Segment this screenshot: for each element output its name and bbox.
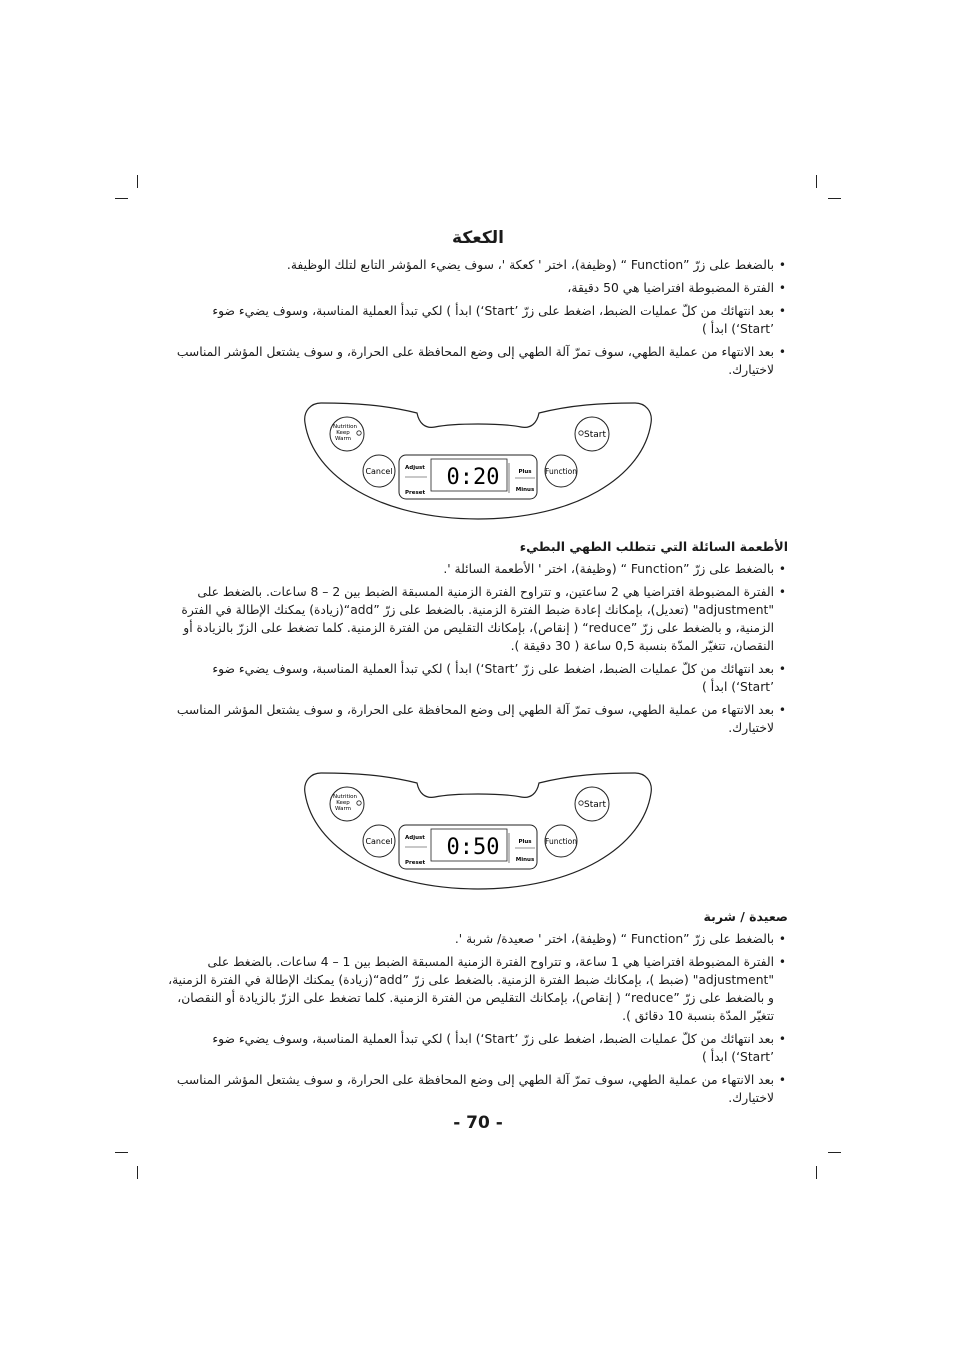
nutrition-label: Keep bbox=[336, 800, 350, 806]
start-label: Start bbox=[584, 800, 606, 810]
list-item: • بعد انتهائك من كلّ عمليات الضبط، اضغط على زرّ ’Start‘) ابدأ ) لكي تبدأ العملية المناسبة، وسوف يضيء ضوء ’Start‘) ابدأ ) bbox=[168, 660, 788, 696]
adjust-label: Adjust bbox=[405, 835, 425, 841]
steam-title: صعيدة / شربة bbox=[703, 909, 788, 924]
lcd-time: 0:20 bbox=[446, 465, 500, 490]
liquid-section bbox=[168, 539, 788, 737]
crop-mark bbox=[816, 175, 817, 188]
plus-label: Plus bbox=[518, 839, 532, 845]
minus-label: Minus bbox=[515, 487, 535, 493]
indicator-light bbox=[357, 801, 361, 805]
list-item: • بعد الانتهاء من عملية الطهي، سوف تمرّ آلة الطهي إلى وضع المحافظة على الحرارة، و سوف يشتعل المؤشر المناسب لاختيارك. bbox=[168, 343, 788, 379]
crop-mark bbox=[115, 1152, 128, 1153]
list-item: • بعد الانتهاء من عملية الطهي، سوف تمرّ آلة الطهي إلى وضع المحافظة على الحرارة، و سوف يشتعل المؤشر المناسب لاختيارك. bbox=[168, 1071, 788, 1107]
crop-mark bbox=[828, 1152, 841, 1153]
cancel-label: Cancel bbox=[365, 837, 393, 846]
nutrition-label: Nutrition bbox=[332, 424, 358, 430]
preset-label: Preset bbox=[405, 860, 426, 866]
liquid-list bbox=[168, 560, 788, 737]
list-item: • بعد انتهائك من كلّ عمليات الضبط، اضغط على زرّ ’Start‘) ابدأ ) لكي تبدأ العملية المناسبة، وسوف يضيء ضوء ’Start‘) ابدأ ) bbox=[168, 1030, 788, 1066]
crop-mark bbox=[137, 1166, 138, 1179]
nutrition-label: Warm bbox=[335, 806, 351, 812]
indicator-light bbox=[579, 801, 583, 805]
steam-list bbox=[168, 930, 788, 1107]
list-item: • الفترة المضبوطة افتراضيا هي 2 ساعتين، و تتراوح الفترة الزمنية المسبقة الضبط بين 2 – 8 ساعات. بالضغط على "adjustment" (تعديل)، بإمكانك إعادة ضبط الفترة الزمنية. بالضغط على زرّ ”add“(زيادة) يمكنك الإطالة في الفترة الزمنية، و بالضغط على زرّ ”reduce“ ( إنقاص)، بإمكانك التقليص من الفترة الزمنية. كلما تضغط على الزرّ بالزيادة أو النقصان، تتغيّر المدّة بنسبة 0,5 ساعة ( 30 دقيقة ). bbox=[168, 583, 788, 655]
control-panel-diagram bbox=[301, 767, 655, 895]
nutrition-label: Nutrition bbox=[332, 794, 358, 800]
nutrition-label: Warm bbox=[335, 436, 351, 442]
crop-mark bbox=[816, 1166, 817, 1179]
cake-title: الكعكة bbox=[452, 228, 504, 248]
adjust-label: Adjust bbox=[405, 465, 425, 471]
manual-page bbox=[168, 228, 788, 1133]
minus-label: Minus bbox=[515, 857, 535, 863]
nutrition-label: Keep bbox=[336, 430, 350, 436]
cake-section bbox=[168, 228, 788, 379]
function-label: Function bbox=[545, 837, 577, 846]
page-number: - 70 - bbox=[453, 1113, 503, 1133]
steam-section bbox=[168, 909, 788, 1107]
cancel-label: Cancel bbox=[365, 467, 393, 476]
list-item: • بعد انتهائك من كلّ عمليات الضبط، اضغط على زرّ ’Start‘) ابدأ ) لكي تبدأ العملية المناسبة، وسوف يضيء ضوء ’Start‘) ابدأ ) bbox=[168, 302, 788, 338]
indicator-light bbox=[579, 431, 583, 435]
preset-label: Preset bbox=[405, 490, 426, 496]
list-item: • بالضغط على زرّ ”Function “ (وظيفة)، اختر ' الأطعمة السائلة '. bbox=[168, 560, 788, 578]
crop-mark bbox=[137, 175, 138, 188]
list-item: • بالضغط على زرّ ”Function “ (وظيفة)، اختر ' صعيدة/ شربة '. bbox=[168, 930, 788, 948]
lcd-time: 0:50 bbox=[446, 835, 500, 860]
list-item: • الفترة المضبوطة افتراضيا هي 50 دقيقة، bbox=[168, 279, 788, 297]
crop-mark bbox=[828, 198, 841, 199]
indicator-light bbox=[357, 431, 361, 435]
liquid-title: الأطعمة السائلة التي تتطلب الطهي البطيء bbox=[519, 539, 788, 554]
start-label: Start bbox=[584, 430, 606, 440]
function-label: Function bbox=[545, 467, 577, 476]
crop-mark bbox=[115, 198, 128, 199]
list-item: • بالضغط على زرّ ”Function “ (وظيفة)، اختر ' كعكة '، سوف يضيء المؤشر التابع لتلك الوظيفة. bbox=[168, 256, 788, 274]
plus-label: Plus bbox=[518, 469, 532, 475]
list-item: • بعد الانتهاء من عملية الطهي، سوف تمرّ آلة الطهي إلى وضع المحافظة على الحرارة، و سوف يشتعل المؤشر المناسب لاختيارك. bbox=[168, 701, 788, 737]
list-item: • الفترة المضبوطة افتراضيا هي 1 ساعة، و تتراوح الفترة الزمنية المسبقة الضبط بين 1 – 4 ساعات. بالضغط على "adjustment" (ضبط )، بإمكانك ضبط الفترة الزمنية. بالضغط على زرّ ”add“(زيادة) يمكنك الإطالة في الفترة الزمنية، و بالضغط على زرّ ”reduce“ ( إنقاص)، بإمكانك التقليص من الفترة الزمنية. كلما تضغط على الزرّ بالزيادة أو النقصان، تتغيّر المدّة بنسبة 10 دقائق ). bbox=[168, 953, 788, 1025]
control-panel-diagram bbox=[301, 397, 655, 525]
cake-list bbox=[168, 256, 788, 379]
